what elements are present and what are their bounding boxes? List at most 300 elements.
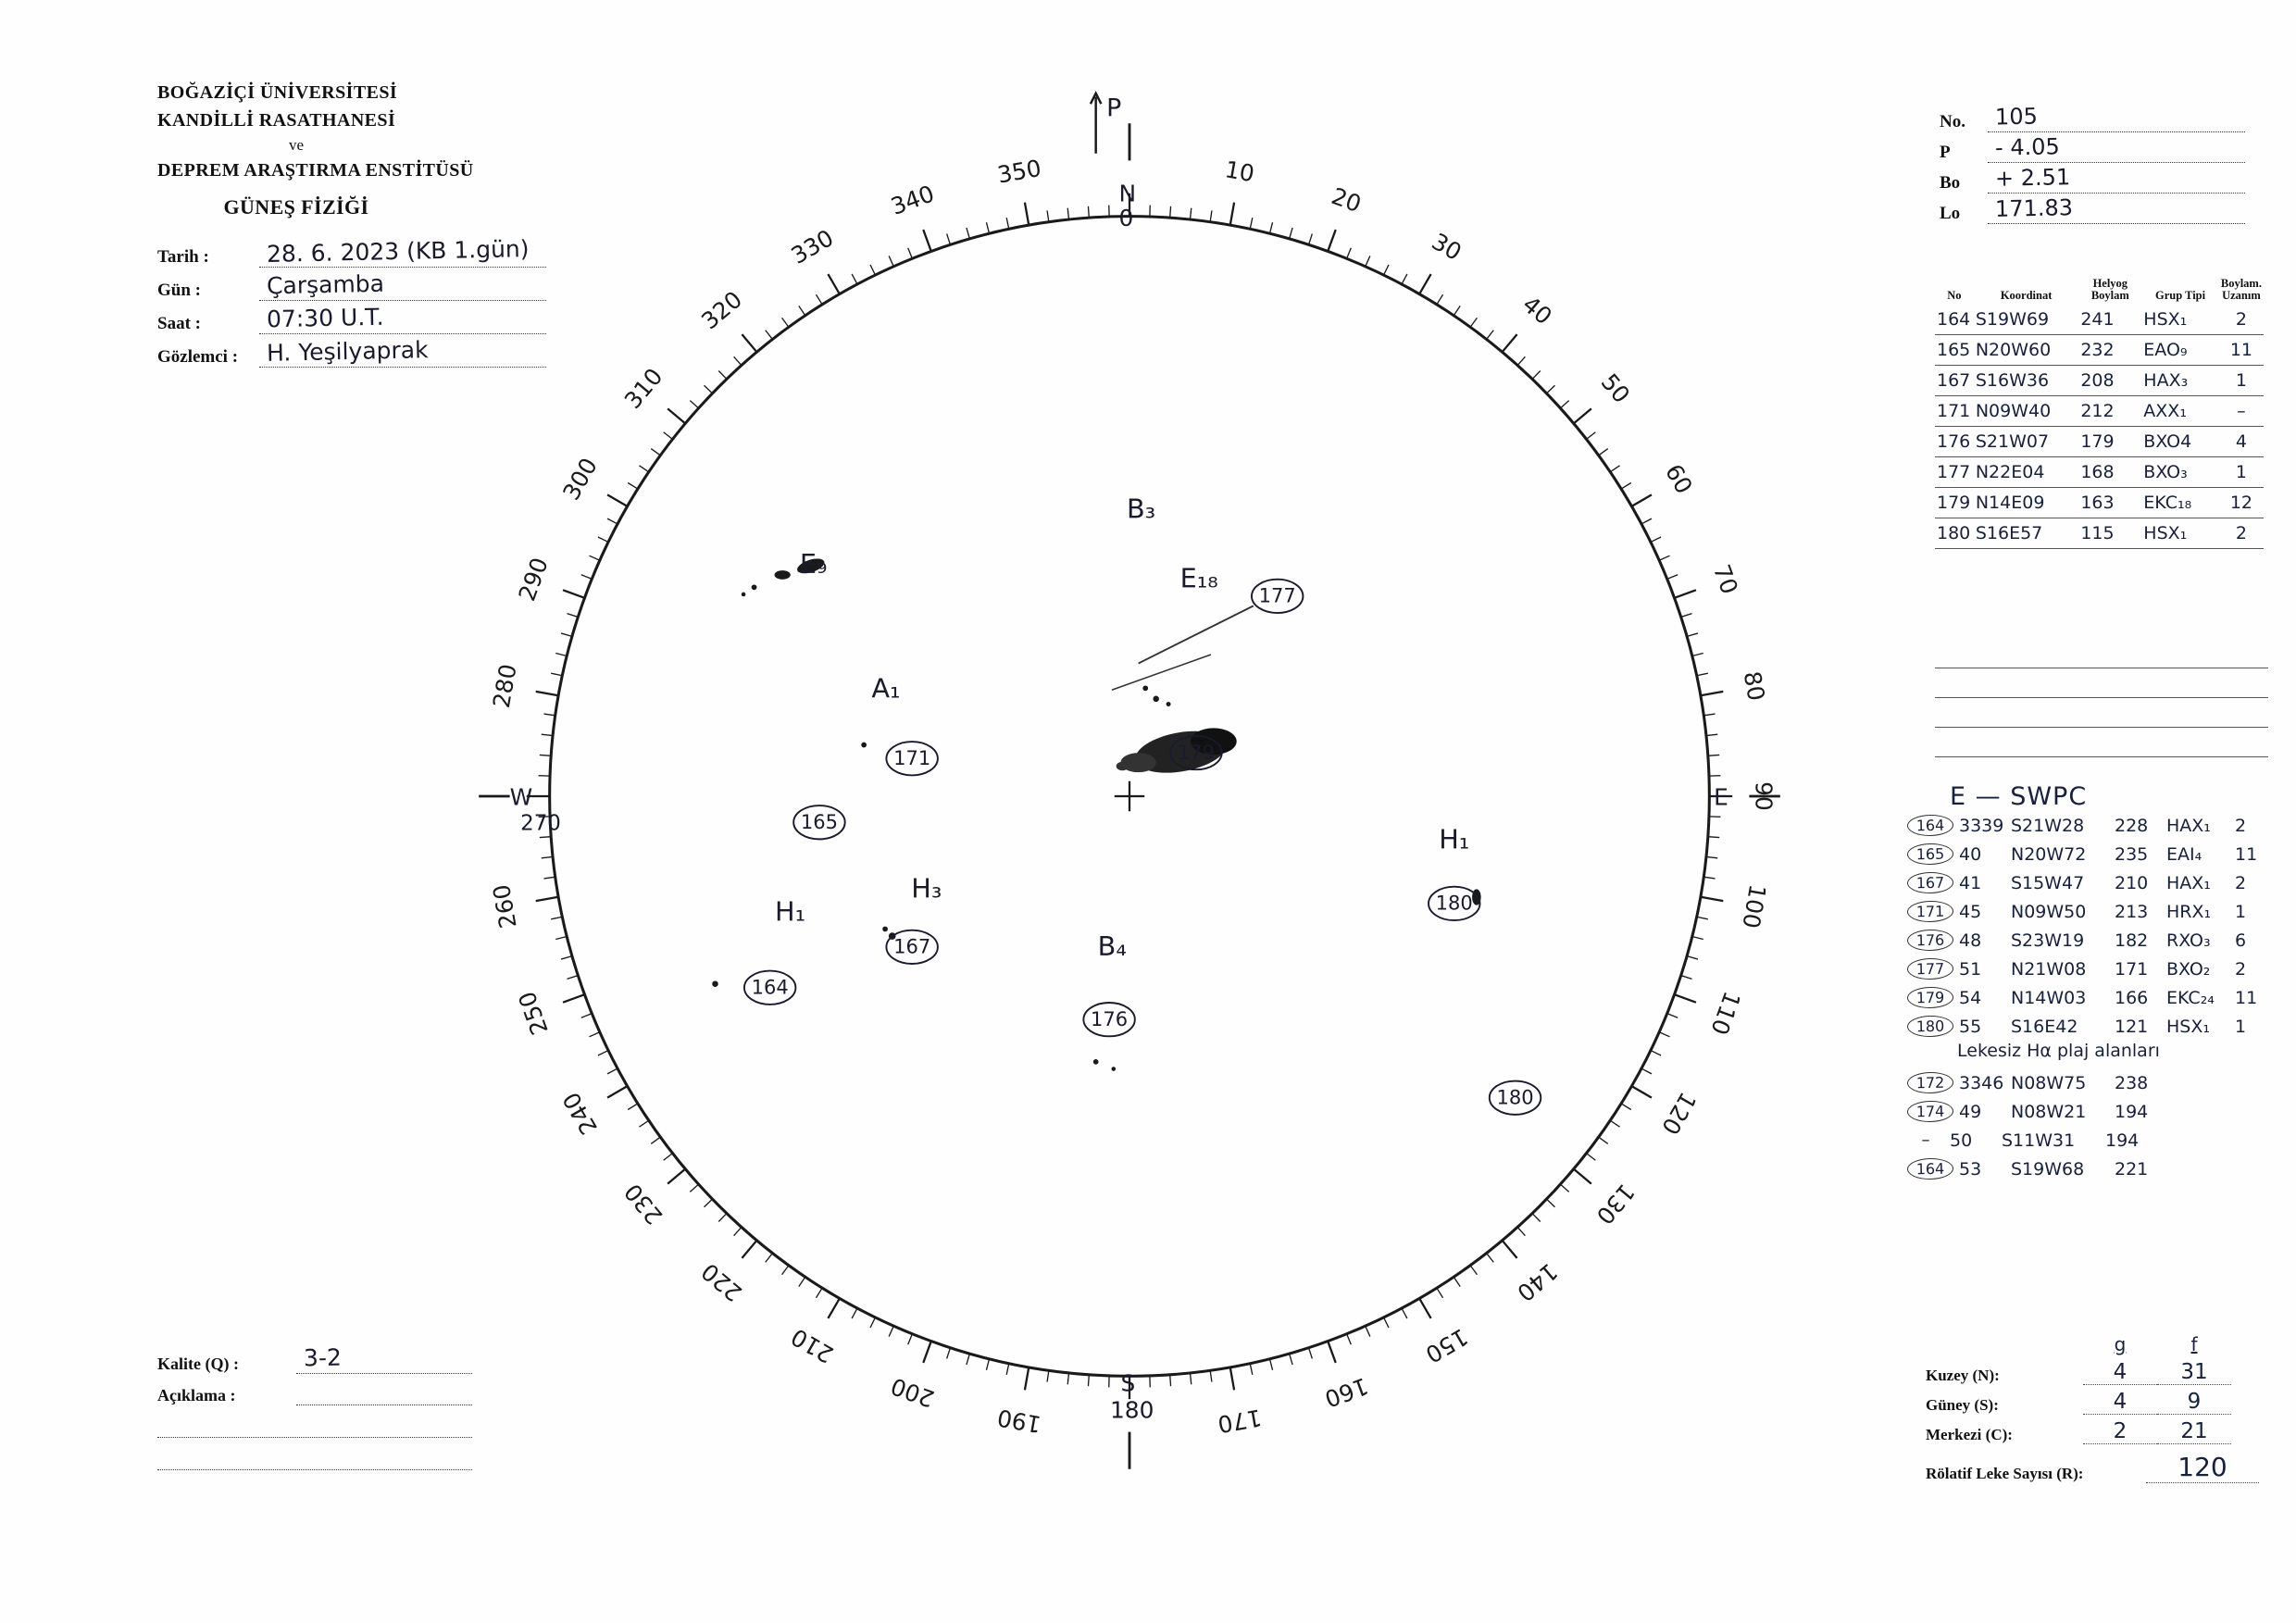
swpc-row-id: 180 [1907, 1016, 1953, 1038]
swpc-row-id: 164 [1907, 1158, 1953, 1180]
degree-tick [1088, 1375, 1089, 1386]
swpc-row-coord: S16E42 [2011, 1016, 2078, 1037]
degree-label: 320 [696, 285, 748, 335]
counts-col-f: f [2190, 1333, 2198, 1355]
degree-tick [668, 408, 685, 423]
degree-tick [1402, 1308, 1407, 1318]
degree-tick [1170, 206, 1171, 218]
degree-tick [1402, 274, 1407, 284]
degree-tick [1047, 210, 1049, 221]
swpc-row-coord: S23W19 [2011, 930, 2085, 951]
degree-tick [543, 714, 555, 716]
swpc-row-id: 165 [1907, 843, 1953, 866]
cell-coord: S16W36 [1974, 366, 2079, 396]
param-bo-line[interactable] [1988, 164, 2245, 194]
cell-lon: 212 [2078, 396, 2141, 427]
west-label: W [509, 783, 533, 811]
plage-label: H₁ [775, 895, 806, 928]
sunspot-group-table [1935, 278, 2273, 549]
counts-center-f: 21 [2157, 1419, 2231, 1444]
degree-tick [628, 1104, 638, 1110]
north-zero-label: 0 [1118, 205, 1134, 232]
degree-tick [1270, 1359, 1273, 1370]
swpc-row-coord: N08W21 [2011, 1101, 2087, 1122]
cell-coord: N20W60 [1974, 335, 2079, 366]
col-grup-tipi [2141, 278, 2219, 305]
cell-ext: – [2219, 396, 2264, 427]
degree-tick [1547, 1199, 1555, 1207]
param-no-line[interactable] [1988, 103, 2245, 132]
empty-row[interactable] [1935, 668, 2268, 698]
swpc-row [1907, 897, 2296, 926]
degree-tick [567, 976, 578, 980]
degree-tick [607, 1068, 618, 1074]
degree-tick [1703, 877, 1715, 879]
degree-tick [1532, 371, 1541, 380]
table-row [1935, 427, 2264, 457]
col-boylam-uzanim [2219, 278, 2264, 305]
degree-tick [563, 994, 584, 1003]
swpc-row-ext: 11 [2235, 843, 2258, 865]
degree-tick [1560, 401, 1568, 408]
degree-tick [1366, 1326, 1370, 1336]
degree-tick [639, 466, 648, 472]
degree-tick [889, 256, 893, 266]
table-row [1935, 305, 2264, 335]
swpc-row-lon: 171 [2115, 958, 2149, 980]
swpc-row-id: – [1921, 1130, 1930, 1150]
degree-label: 240 [557, 1087, 604, 1140]
degree-tick [1687, 633, 1698, 636]
swpc-row-coord: N20W72 [2011, 843, 2087, 865]
degree-tick [567, 614, 578, 618]
south-180-label: 180 [1109, 1396, 1154, 1424]
degree-label: 160 [1321, 1372, 1372, 1413]
cell-ext: 12 [2219, 488, 2264, 518]
relative-value: 120 [2146, 1452, 2259, 1483]
plage-label: H₃ [911, 872, 942, 905]
degree-tick [718, 371, 727, 380]
degree-label: 40 [1517, 290, 1557, 331]
empty-row[interactable] [1935, 698, 2268, 728]
swpc-row-number: 48 [1959, 930, 1982, 951]
degree-tick [908, 248, 913, 259]
counts-north-g: 4 [2083, 1360, 2157, 1385]
swpc-row-lon: 210 [2115, 872, 2149, 893]
swpc-row-coord: N09W50 [2011, 901, 2087, 922]
degree-tick [734, 1227, 742, 1235]
west-270-label: 270 [520, 811, 561, 836]
swpc-row-id: 176 [1907, 930, 1953, 952]
swpc-row-ext: 2 [2235, 958, 2247, 980]
swpc-row-coord: N08W75 [2011, 1072, 2087, 1093]
cell-coord: N22E04 [1974, 457, 2079, 488]
degree-label: 130 [1591, 1178, 1641, 1230]
counts-south-g: 4 [2083, 1390, 2157, 1415]
degree-tick [581, 575, 593, 580]
table-header-row [1935, 278, 2264, 305]
degree-label: 30 [1427, 228, 1466, 267]
swpc-row-id: 179 [1907, 987, 1953, 1009]
degree-tick [1708, 837, 1719, 838]
degree-tick [799, 306, 805, 315]
degree-tick [651, 1137, 660, 1143]
degree-tick [607, 494, 628, 506]
degree-tick [664, 432, 673, 440]
degree-tick [1419, 274, 1430, 294]
degree-tick [1366, 256, 1370, 266]
time-label: Saat : [157, 314, 201, 333]
table-row [1935, 518, 2264, 549]
degree-tick [1517, 356, 1525, 365]
swpc-row-secondary [1907, 1155, 2296, 1183]
param-lo-value: 171.83 [1994, 194, 2074, 222]
group-callout-number: 167 [893, 934, 931, 958]
param-p-label: P [1940, 143, 1951, 162]
degree-tick [1170, 1375, 1171, 1386]
degree-tick [1384, 265, 1389, 275]
degree-tick [563, 590, 584, 598]
quality-label: Kalite (Q) : [157, 1355, 239, 1373]
degree-tick [536, 897, 558, 901]
swpc-row-lon: 238 [2115, 1072, 2149, 1093]
degree-tick [551, 673, 562, 676]
degree-tick [1190, 1373, 1191, 1384]
cell-no: 177 [1935, 457, 1974, 488]
degree-tick [1309, 233, 1313, 244]
swpc-row-lon: 228 [2115, 815, 2149, 836]
param-row-bo [1940, 163, 2245, 194]
swpc-row-ext: 11 [2235, 987, 2258, 1008]
degree-tick [1599, 1137, 1608, 1143]
degree-tick [690, 401, 698, 408]
disk-center-cross [1115, 781, 1145, 812]
degree-tick [1454, 1277, 1460, 1286]
degree-label: 310 [618, 363, 668, 415]
cell-type: EAO₉ [2141, 335, 2219, 366]
counts-row-center [1926, 1415, 2259, 1444]
p-angle-marker [1091, 94, 1121, 154]
param-no-value: 105 [1994, 103, 2039, 131]
degree-tick [1667, 575, 1678, 580]
cell-ext: 4 [2219, 427, 2264, 457]
cell-coord: N09W40 [1974, 396, 2079, 427]
degree-tick [1706, 734, 1717, 735]
param-lo-label: Lo [1940, 204, 1961, 223]
degree-tick [1290, 228, 1292, 239]
cell-type: HAX₃ [2141, 366, 2219, 396]
swpc-row-number: 54 [1959, 987, 1982, 1008]
degree-tick [828, 1298, 839, 1318]
degree-tick [1651, 537, 1661, 542]
degree-tick [1250, 218, 1253, 229]
degree-tick [1659, 1032, 1669, 1037]
degree-tick [1687, 956, 1698, 959]
degree-tick [1587, 1154, 1596, 1161]
degree-tick [628, 482, 638, 489]
degree-tick [664, 1154, 673, 1161]
swpc-row-id: 177 [1907, 958, 1953, 980]
degree-tick [543, 877, 555, 879]
swpc-row-type: HAX₁ [2166, 872, 2211, 893]
day-label: Gün : [157, 281, 201, 300]
degree-tick [561, 633, 572, 636]
swpc-row-number: 41 [1959, 872, 1982, 893]
degree-tick [1230, 203, 1234, 225]
degree-label: 260 [487, 882, 522, 930]
degree-tick [1610, 466, 1619, 472]
degree-tick [1587, 432, 1596, 440]
swpc-row-number: 40 [1959, 843, 1982, 865]
degree-tick [1470, 318, 1477, 327]
degree-tick [1067, 1373, 1068, 1384]
degree-tick [986, 222, 989, 233]
degree-tick [1517, 1227, 1525, 1235]
degree-tick [1454, 306, 1460, 315]
swpc-row-lon: 221 [2115, 1158, 2149, 1180]
counts-row-relative [1926, 1448, 2259, 1483]
degree-label: 220 [696, 1257, 748, 1307]
solar-disk-drawing [421, 88, 1838, 1504]
degree-tick [782, 1266, 789, 1275]
degree-tick [555, 937, 567, 940]
table-row [1935, 488, 2264, 518]
south-label: S [1120, 1369, 1136, 1397]
degree-tick [742, 334, 756, 352]
degree-tick [1701, 692, 1723, 695]
degree-tick [1347, 1334, 1352, 1345]
date-value: 28. 6. 2023 (KB 1.gün) [266, 235, 530, 268]
degree-tick [908, 1334, 913, 1345]
degree-tick [852, 274, 857, 284]
cell-ext: 2 [2219, 305, 2264, 335]
degree-tick [1667, 1014, 1678, 1018]
degree-tick [651, 449, 660, 456]
empty-row[interactable] [1935, 728, 2268, 757]
degree-tick [705, 1199, 713, 1207]
degree-label: 140 [1511, 1257, 1563, 1307]
degree-tick [1675, 590, 1696, 598]
counts-row-north [1926, 1355, 2259, 1385]
swpc-row-number: 51 [1959, 958, 1982, 980]
group-callout-number: 180 [1435, 891, 1473, 915]
degree-tick [1190, 208, 1191, 219]
cell-coord: S19W69 [1974, 305, 2079, 335]
degree-tick [1347, 248, 1352, 259]
group-callout-number: 179 [1177, 740, 1216, 764]
table-row [1935, 366, 2264, 396]
degree-tick [598, 537, 608, 542]
swpc-row [1907, 955, 2296, 983]
cell-ext: 1 [2219, 457, 2264, 488]
param-p-line[interactable] [1988, 133, 2245, 163]
degree-tick [1384, 1317, 1389, 1328]
col-grup-tipi-text: Grup Tipi [2155, 289, 2206, 302]
degree-label: 330 [786, 224, 839, 270]
observer-value: H. Yeşilyaprak [266, 336, 429, 367]
swpc-row-number: 50 [1950, 1130, 1973, 1151]
degree-tick [1706, 856, 1717, 857]
swpc-row-secondary [1907, 1097, 2296, 1126]
swpc-row [1907, 1012, 2296, 1041]
cell-no: 176 [1935, 427, 1974, 457]
group-callout-number: 176 [1091, 1006, 1129, 1030]
degree-tick [555, 653, 567, 655]
cell-type: EKC₁₈ [2141, 488, 2219, 518]
degree-tick [923, 1342, 931, 1363]
degree-label: 300 [557, 453, 604, 506]
swpc-row-lon: 213 [2115, 901, 2149, 922]
table-row [1935, 457, 2264, 488]
day-value: Çarşamba [266, 269, 385, 300]
param-p-value: - 4.05 [1994, 133, 2061, 161]
swpc-row-lon: 235 [2115, 843, 2149, 865]
swpc-row-coord: S11W31 [2002, 1130, 2076, 1151]
degree-tick [1210, 210, 1212, 221]
degree-tick [1631, 1086, 1652, 1097]
p-label: P [1106, 94, 1122, 123]
degree-tick [542, 734, 553, 735]
group-number-callouts [744, 580, 1541, 1115]
org-line-1: BOĞAZİÇİ ÜNİVERSİTESİ [157, 82, 398, 103]
degree-tick [947, 1348, 951, 1359]
degree-label: 280 [487, 662, 522, 710]
swpc-row-type: EAI₄ [2166, 843, 2202, 865]
group-callout-number: 180 [1496, 1085, 1534, 1109]
degree-label: 150 [1420, 1322, 1473, 1368]
degree-tick [1659, 556, 1669, 560]
degree-tick [1088, 206, 1089, 218]
degree-tick [799, 1277, 805, 1286]
degree-tick [1651, 1051, 1661, 1055]
degree-tick [1641, 1068, 1652, 1074]
param-row-no [1940, 102, 2245, 132]
degree-tick [1006, 1364, 1009, 1375]
degree-label: 210 [786, 1322, 839, 1368]
degree-tick [1560, 1184, 1568, 1192]
degree-label: 100 [1737, 882, 1772, 930]
swpc-row-ext: 1 [2235, 901, 2247, 922]
plage-label: B₃ [1126, 493, 1156, 525]
degree-label: 350 [995, 154, 1043, 189]
swpc-row [1907, 840, 2296, 868]
swpc-row-secondary [1907, 1068, 2296, 1097]
degree-label: 250 [513, 988, 554, 1039]
degree-tick [1621, 482, 1631, 489]
solar-disk-svg [421, 88, 1838, 1504]
degree-tick [598, 1051, 608, 1055]
cell-lon: 208 [2078, 366, 2141, 396]
degree-label: 90 [1750, 781, 1778, 811]
swpc-row [1907, 811, 2296, 840]
counts-label-center: Merkezi (C): [1926, 1426, 2013, 1443]
swpc-row-id: 167 [1907, 872, 1953, 894]
degree-tick [561, 956, 572, 959]
plage-label: H₁ [1439, 823, 1470, 855]
degree-tick [1692, 653, 1703, 655]
empty-row[interactable] [1935, 639, 2268, 668]
degree-tick [1697, 673, 1708, 676]
swpc-row-ext: 1 [2235, 1016, 2247, 1037]
degree-tick [1250, 1364, 1253, 1375]
table-row [1935, 335, 2264, 366]
handwritten-plage-labels [775, 493, 1469, 962]
degree-tick [1437, 1288, 1443, 1298]
cell-no: 165 [1935, 335, 1974, 366]
counts-north-f: 31 [2157, 1360, 2231, 1385]
plage-label: E₉ [799, 547, 828, 580]
swpc-row-lon: 182 [2115, 930, 2149, 951]
cell-no: 167 [1935, 366, 1974, 396]
swpc-row-id: 174 [1907, 1101, 1953, 1123]
swpc-row-lon: 166 [2115, 987, 2149, 1008]
observer-label: Gözlemci : [157, 347, 239, 367]
cell-coord: N14E09 [1974, 488, 2079, 518]
degree-tick [889, 1326, 893, 1336]
cell-type: HSX₁ [2141, 518, 2219, 549]
degree-tick [1025, 1367, 1029, 1390]
degree-label: 80 [1738, 668, 1770, 704]
east-label: E [1714, 783, 1728, 811]
col-helyog-boylam-text: Helyog Boylam [2090, 277, 2129, 302]
counts-label-north: Kuzey (N): [1926, 1367, 2000, 1384]
degree-tick [542, 856, 553, 857]
degree-label: 190 [995, 1404, 1043, 1439]
solar-parameters [1940, 102, 2245, 224]
section-title: GÜNEŞ FİZİĞİ [223, 195, 369, 218]
swpc-row-number: 3346 [1959, 1072, 2004, 1093]
swpc-row-type: HRX₁ [2166, 901, 2212, 922]
plage-label: B₄ [1097, 930, 1127, 963]
degree-tick [870, 265, 875, 275]
swpc-row-lon: 121 [2115, 1016, 2149, 1037]
table-row [1935, 396, 2264, 427]
degree-label: 230 [618, 1178, 668, 1230]
degree-tick [589, 556, 599, 560]
plage-label: E₁₈ [1179, 562, 1218, 594]
degree-tick [947, 233, 951, 244]
cell-no: 180 [1935, 518, 1974, 549]
degree-tick [1487, 1254, 1494, 1263]
param-lo-line[interactable] [1988, 194, 2245, 224]
degree-tick [1328, 230, 1336, 251]
counts-center-g: 2 [2083, 1419, 2157, 1444]
cell-lon: 115 [2078, 518, 2141, 549]
swpc-row-type: BXO₂ [2166, 958, 2211, 980]
swpc-row-lon: 194 [2105, 1130, 2140, 1151]
group-callout-number: 165 [800, 809, 838, 833]
counts-south-f: 9 [2157, 1390, 2231, 1415]
col-helyog-boylam [2078, 278, 2141, 305]
degree-tick [1599, 449, 1608, 456]
degree-label: 60 [1659, 459, 1698, 499]
swpc-row-type: RXO₃ [2166, 930, 2211, 951]
swpc-row-coord: N14W03 [2011, 987, 2087, 1008]
swpc-row-coord: S19W68 [2011, 1158, 2085, 1180]
org-line-2: KANDİLLİ RASATHANESİ [157, 110, 396, 131]
swpc-row-coord: S21W28 [2011, 815, 2085, 836]
swpc-note: Lekesiz Hα plaj alanları [1957, 1041, 2160, 1061]
degree-tick [1047, 1370, 1049, 1381]
degree-label: 70 [1707, 560, 1743, 598]
param-bo-label: Bo [1940, 173, 1961, 193]
degree-tick [852, 1308, 857, 1318]
degree-tick [668, 1169, 685, 1184]
degree-tick [607, 518, 618, 524]
degree-tick [986, 1359, 989, 1370]
degree-tick [551, 917, 562, 919]
col-no: No [1947, 289, 1962, 302]
